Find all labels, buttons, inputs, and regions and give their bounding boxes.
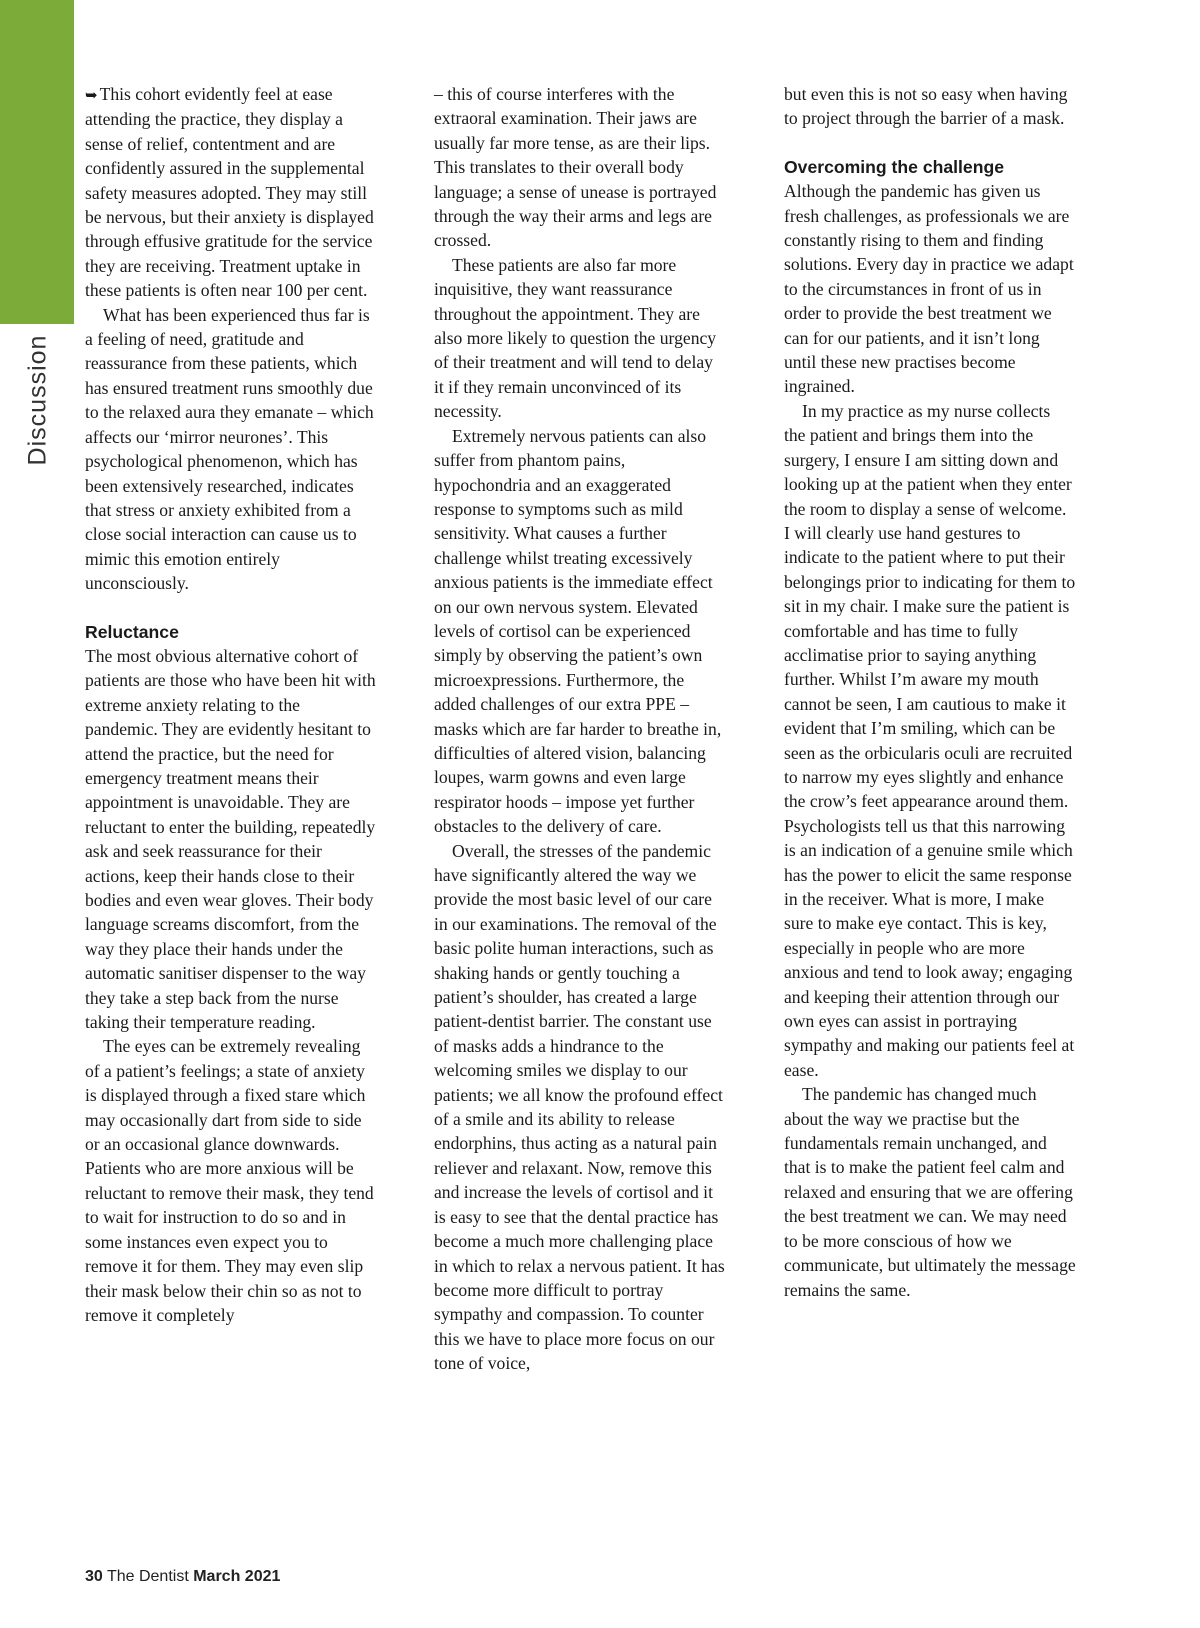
publication-name: The Dentist [106, 1568, 189, 1585]
paragraph: Extremely nervous patients can also suffer from phantom pains, hypochondria and an exaggerated response to symptoms such as mild sensitivity. What causes a further challenge whilst treating excessively anxious patients is the immediate effect on our own nervous system. Elevated levels of cortisol can be experienced simply by observing the patient’s own microexpressions. Furthermore, the added challenges of our extra PPE – masks which are far harder to breathe in, difficulties of altered vision, balancing loupes, warm gowns and even large respirator hoods – impose yet further obstacles to the delivery of care. [434, 425, 722, 837]
subheading-overcoming-the-challenge: Overcoming the challenge [784, 156, 1004, 177]
page-number: 30 [85, 1568, 103, 1585]
page-footer [85, 1568, 280, 1586]
paragraph: – this of course interferes with the extraoral examination. Their jaws are usually far more tense, as are their lips. This translates to their overall body language; a sense of unease is portrayed through the way their arms and legs are crossed. [434, 84, 717, 251]
paragraph: In my practice as my nurse collects the patient and brings them into the surgery, I ensure I am sitting down and looking up at the patient when they enter the room to display a sense of welcome. I will clearly use hand gestures to indicate to the patient where to put their belongings prior to indicating for them to sit in my chair. I make sure the patient is comfortable and has time to fully acclimatise prior to saying anything further. Whilst I’m aware my mouth cannot be seen, I am cautious to make it evident that I’m smiling, which can be seen as the orbicularis oculi are recruited to narrow my eyes slightly and enhance the crow’s feet appearance around them. Psychologists tell us that this narrowing is an indication of a genuine smile which has the power to elicit the same response in the receiver. What is more, I make sure to make eye contact. This is key, especially in people who are more anxious and tend to look away; engaging and keeping their attention through our own eyes can assist in portraying sympathy and making our patients feel at ease. [784, 400, 1076, 1080]
section-color-tab [0, 0, 74, 324]
section-label: Discussion [23, 334, 52, 466]
paragraph: but even this is not so easy when having to project through the barrier of a mask. [784, 84, 1068, 129]
text-column-3 [784, 82, 1076, 1302]
continue-arrow-icon: ➥ [85, 86, 98, 104]
paragraph: The pandemic has changed much about the way we practise but the fundamentals remain unchanged, and that is to make the patient feel calm and relaxed and ensuring that we are offering the best treatment we can. We may need to be more conscious of how we communicate, but ultimately the message remains the same. [784, 1084, 1076, 1300]
paragraph: The eyes can be extremely revealing of a patient’s feelings; a state of anxiety is displayed through a fixed stare which may occasionally dart from side to side or an occasional glance downwards. Patients who are more anxious will be reluctant to remove their mask, they tend to wait for instruction to do so and in some instances even expect you to remove it for them. They may even slip their mask below their chin so as not to remove it completely [85, 1036, 374, 1325]
paragraph: Overall, the stresses of the pandemic have significantly altered the way we provide the most basic level of our care in our examinations. The removal of the basic polite human interactions, such as shaking hands or gently touching a patient’s shoulder, has created a large patient-dentist barrier. The constant use of masks adds a hindrance to the welcoming smiles we display to our patients; we all know the profound effect of a smile and its ability to release endorphins, thus acting as a natural pain reliever and relaxant. Now, remove this and increase the levels of cortisol and it is easy to see that the dental practice has become a much more challenging place in which to relax a nervous patient. It has become more difficult to portray sympathy and compassion. To counter this we have to place more focus on our tone of voice, [434, 840, 725, 1374]
paragraph: The most obvious alternative cohort of patients are those who have been hit with extreme anxiety relating to the pandemic. They are evidently hesitant to attend the practice, but the need for emergency treatment means their appointment is unavoidable. They are reluctant to enter the building, repeatedly ask and seek reassurance for their actions, keep their hands close to their bodies and even wear gloves. Their body language screams discomfort, from the way they place their hands under the automatic sanitiser dispenser to the way they take a step back from the nurse taking their temperature reading. [85, 645, 376, 1033]
paragraph-text: This cohort evidently feel at ease attending the practice, they display a sense of relief, contentment and are confidently assured in the supplemental safety measures adopted. They may still be nervous, but their anxiety is displayed through effusive gratitude for the service they are receiving. Treatment uptake in these patients is often near 100 per cent. [85, 84, 374, 301]
subheading-reluctance: Reluctance [85, 621, 179, 642]
paragraph [85, 82, 377, 303]
text-column-1 [85, 82, 377, 1327]
text-column-2 [434, 82, 726, 1376]
paragraph: Although the pandemic has given us fresh challenges, as professionals we are constantly rising to them and finding solutions. Every day in practice we adapt to the circumstances in front of us in order to provide the best treatment we can for our patients, and it isn’t long until these new practises become ingrained. [784, 181, 1074, 397]
paragraph: These patients are also far more inquisitive, they want reassurance throughout the appointment. They are also more likely to question the urgency of their treatment and will tend to delay it if they remain unconvinced of its necessity. [434, 254, 717, 422]
issue-date: March 2021 [193, 1568, 281, 1585]
paragraph: What has been experienced thus far is a feeling of need, gratitude and reassurance from these patients, which has ensured treatment runs smoothly due to the relaxed aura they emanate – which affects our ‘mirror neurones’. This psychological phenomenon, which has been extensively researched, indicates that stress or anxiety exhibited from a close social interaction can cause us to mimic this emotion entirely unconsciously. [85, 304, 374, 594]
